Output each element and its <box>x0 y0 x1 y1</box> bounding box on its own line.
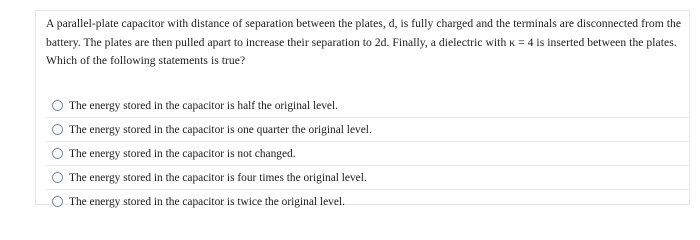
answer-option-5[interactable] <box>46 190 690 213</box>
answer-option-label: The energy stored in the capacitor is four times the original level. <box>69 171 367 184</box>
question-line: Which of the following statements is true? <box>46 54 246 67</box>
answer-option-label: The energy stored in the capacitor is twice the original level. <box>69 195 345 208</box>
radio-button-icon[interactable] <box>52 148 63 159</box>
question-text <box>46 15 686 71</box>
radio-button-icon[interactable] <box>52 100 63 111</box>
question-line: battery. The plates are then pulled apart to increase their separation to 2d. Finally, a dielectric with κ = 4 is inserted between the plates. <box>46 35 677 49</box>
answer-option-2[interactable] <box>46 118 690 142</box>
answer-option-3[interactable] <box>46 142 690 166</box>
answer-option-1[interactable] <box>46 94 690 118</box>
answer-options <box>46 94 690 213</box>
answer-option-label: The energy stored in the capacitor is not changed. <box>69 147 296 160</box>
answer-option-4[interactable] <box>46 166 690 190</box>
radio-button-icon[interactable] <box>52 124 63 135</box>
radio-button-icon[interactable] <box>52 196 63 207</box>
answer-option-label: The energy stored in the capacitor is half the original level. <box>69 99 338 112</box>
question-line: A parallel-plate capacitor with distance of separation between the plates, d, is fully charged and the terminals are disconnected from the <box>46 17 682 30</box>
answer-option-label: The energy stored in the capacitor is one quarter the original level. <box>69 123 372 136</box>
radio-button-icon[interactable] <box>52 172 63 183</box>
